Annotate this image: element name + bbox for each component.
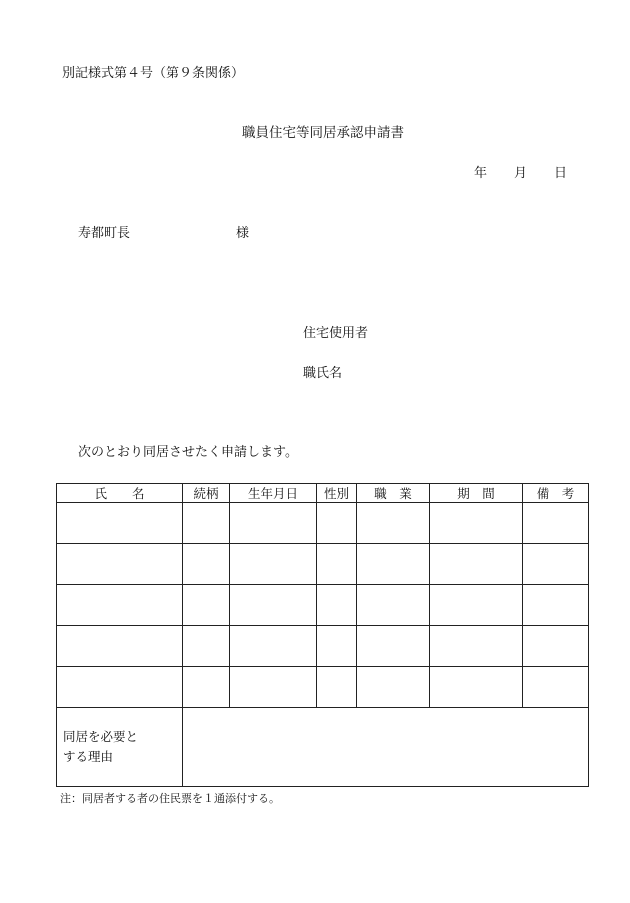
header-relationship: 続柄 [183,484,230,503]
birthdate-cell[interactable] [230,626,317,667]
relationship-cell[interactable] [183,626,230,667]
addressee-line [78,227,249,240]
name-cell[interactable] [57,626,183,667]
remarks-cell[interactable] [523,626,589,667]
birthdate-cell[interactable] [230,544,317,585]
table-row [57,503,589,544]
reason-row [57,708,589,787]
birthdate-cell[interactable] [230,585,317,626]
sex-cell[interactable] [317,503,357,544]
name-cell[interactable] [57,503,183,544]
addressee-name: 寿都町長 [78,226,131,241]
table-header-row [57,484,589,503]
date-line [474,167,567,180]
document-title: 職員住宅等同居承認申請書 [242,125,404,141]
table-row [57,667,589,708]
header-name: 氏 名 [57,484,183,503]
relationship-cell[interactable] [183,585,230,626]
period-cell[interactable] [430,626,523,667]
name-cell[interactable] [57,667,183,708]
occupation-cell[interactable] [357,585,430,626]
relationship-cell[interactable] [183,544,230,585]
birthdate-cell[interactable] [230,503,317,544]
occupation-cell[interactable] [357,503,430,544]
header-remarks: 備 考 [523,484,589,503]
occupation-cell[interactable] [357,544,430,585]
occupation-cell[interactable] [357,626,430,667]
occupation-cell[interactable] [357,667,430,708]
header-birthdate: 生年月日 [230,484,317,503]
remarks-cell[interactable] [523,544,589,585]
name-cell[interactable] [57,544,183,585]
period-cell[interactable] [430,503,523,544]
year-label: 年 [473,166,487,181]
addressee-honorific: 様 [236,226,250,241]
day-label: 日 [553,166,567,181]
housing-user-label: 住宅使用者 [303,326,369,341]
relationship-cell[interactable] [183,503,230,544]
remarks-cell[interactable] [523,667,589,708]
remarks-cell[interactable] [523,503,589,544]
relationship-cell[interactable] [183,667,230,708]
footnote: 注：同居者する者の住民票を１通添付する。 [60,792,280,805]
birthdate-cell[interactable] [230,667,317,708]
position-name-label: 職氏名 [303,366,343,381]
reason-field[interactable] [183,708,589,787]
sex-cell[interactable] [317,585,357,626]
cohabitant-table [56,483,589,787]
period-cell[interactable] [430,544,523,585]
month-label: 月 [513,166,527,181]
period-cell[interactable] [430,585,523,626]
header-occupation: 職 業 [357,484,430,503]
request-statement: 次のとおり同居させたく申請します。 [78,445,298,460]
table-row [57,544,589,585]
sex-cell[interactable] [317,626,357,667]
reason-label: 同居を必要と する理由 [57,708,183,787]
sex-cell[interactable] [317,544,357,585]
table-row [57,626,589,667]
header-period: 期 間 [430,484,523,503]
sex-cell[interactable] [317,667,357,708]
table-row [57,585,589,626]
header-sex: 性別 [317,484,357,503]
period-cell[interactable] [430,667,523,708]
form-number-label: 別記様式第４号（第９条関係） [62,66,245,81]
name-cell[interactable] [57,585,183,626]
remarks-cell[interactable] [523,585,589,626]
